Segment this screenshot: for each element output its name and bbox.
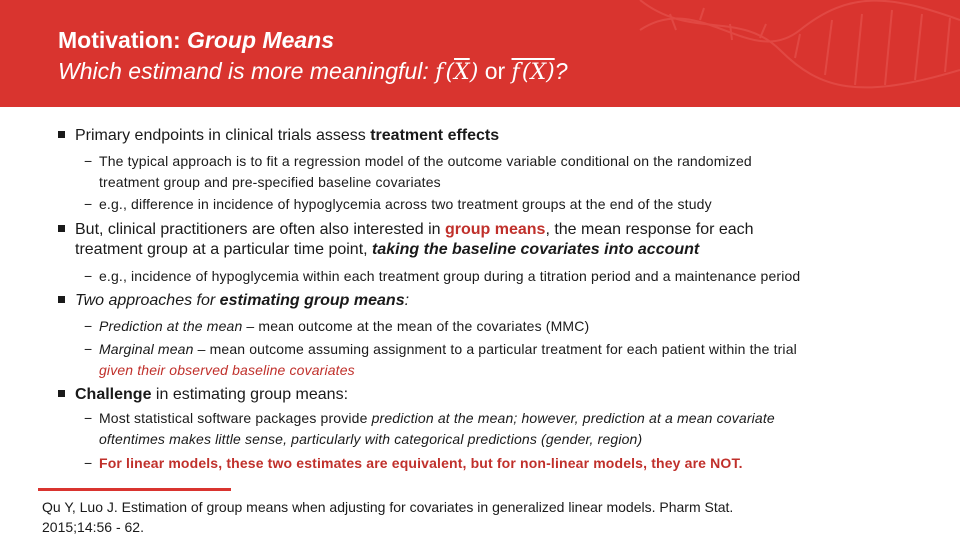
slide-title: Motivation: Group Means [58, 27, 335, 53]
bullet-square-icon [58, 131, 65, 138]
citation: Qu Y, Luo J. Estimation of group means when adjusting for covariates in generalized linear models. Pharm Stat. 2015;14:56 - 62. [42, 499, 734, 535]
bullet-square-icon [58, 390, 65, 397]
bullet-square-icon [58, 296, 65, 303]
slide-subtitle: Which estimand is more meaningful: f $(\overline{X})$ or f (X)? [58, 58, 568, 85]
slide-body: Primary endpoints in clinical trials assess treatment effects − The typical approach is to fit a regression model of the outcome variable conditional on the randomized treatment group and pre-specified baseline covariates − e.g., difference in incidence of hypoglycemia across two treatment groups at the end of the study But, clinical practitioners are often also interested in group means, the mean response for each treatment group at a particular time point, taking the baseline covariates into account − e.g., incidence of hypoglycemia within each treatment group during a titration period and a maintenance period Two approaches for estimating group means: − Prediction at the mean – mean outcome at the mean of the covariates (MMC) − Marginal mean – mean outcome assuming assignment to a particular treatment for each patient within the trial given their observed baseline covariates Challenge in estimating group means: − Most statistical software packages provide prediction at the mean; however, prediction at a mean covariate oftentimes makes little sense, particularly with categorical predictions (gender, region) − For linear models, these two estimates are equivalent, but for non-linear models, they are NOT. Qu Y, Luo J. Estimation of group means when adjusting for covariates in generalized linear models. Pharm Stat. 2015;14:56 - 62. [0, 0, 960, 540]
bullet-square-icon [58, 225, 65, 232]
formula-mean-of-f: f (X) [511, 60, 555, 85]
reference-divider [38, 488, 231, 491]
formula-f-of-mean: f $(\overline{X})$ [435, 60, 479, 85]
